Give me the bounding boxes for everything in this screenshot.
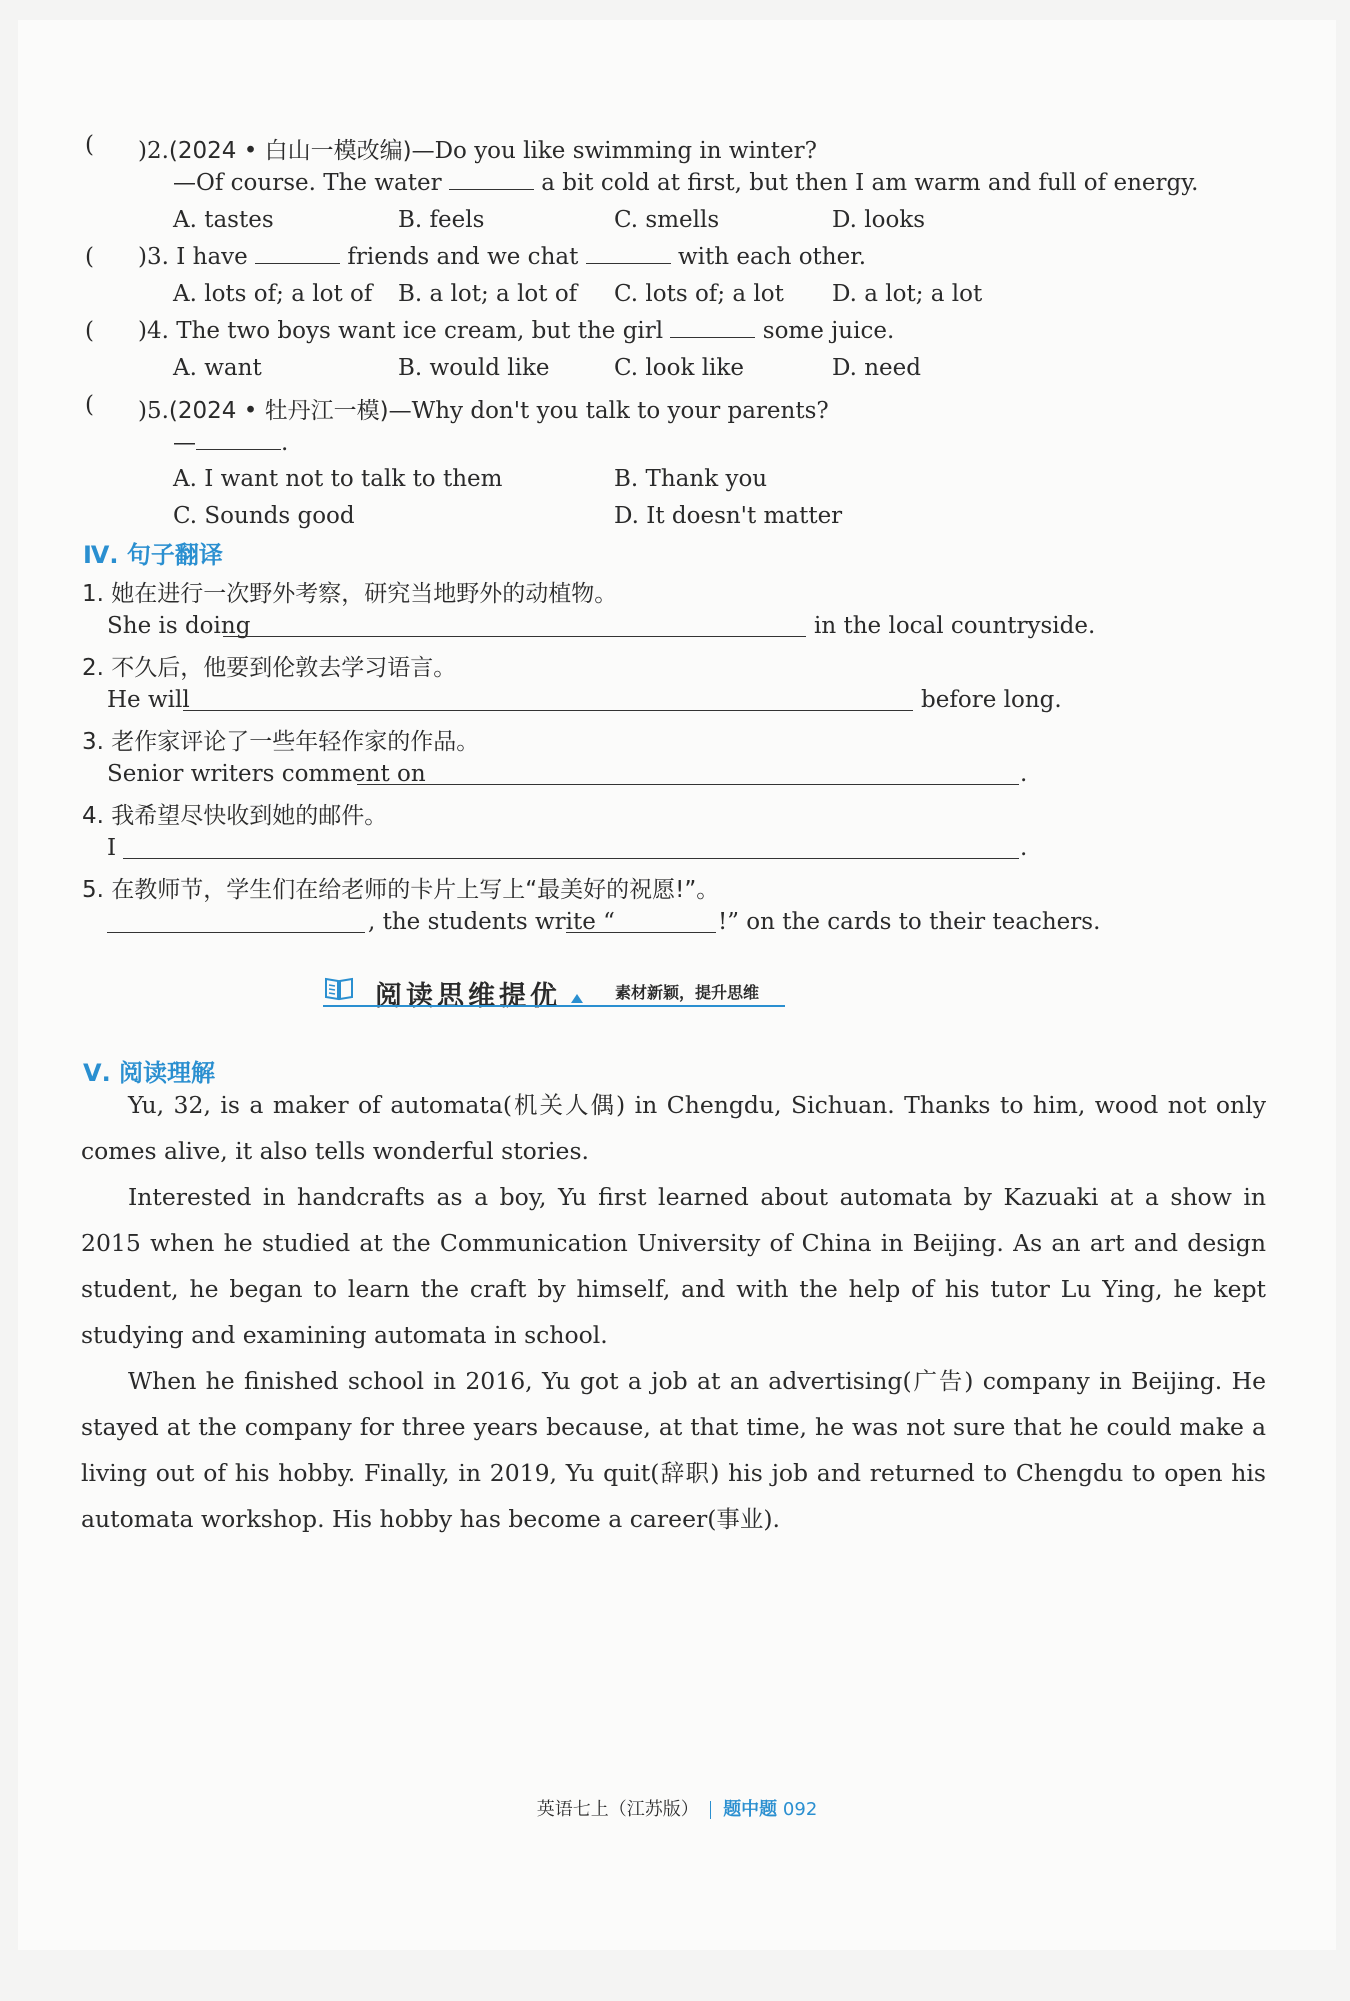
worksheet-page	[18, 20, 1336, 1950]
translation-3-suffix: .	[1020, 761, 1028, 787]
answer-paren: (	[85, 318, 94, 344]
answer-blank[interactable]	[670, 336, 755, 338]
translation-4-chinese: 4. 我希望尽快收到她的邮件。	[82, 803, 388, 829]
option-c: C. smells	[614, 207, 720, 233]
translation-2-chinese: 2. 不久后，他要到伦敦去学习语言。	[82, 655, 457, 681]
answer-blank[interactable]	[255, 262, 340, 264]
answer-paren: (	[85, 132, 94, 158]
prompt-text: The two boys want ice cream, but the girl	[176, 318, 664, 344]
brand-name: 题中题	[723, 1799, 778, 1820]
translation-5-middle: , the students write “	[368, 909, 615, 935]
period-text: .	[281, 430, 289, 456]
dash-text: —	[173, 430, 196, 456]
translation-3-prefix: Senior writers comment on	[107, 761, 426, 787]
book-title: 英语七上（江苏版）	[536, 1799, 699, 1820]
translation-5-suffix: !” on the cards to their teachers.	[718, 909, 1101, 935]
banner-subtitle: 素材新颖，提升思维	[615, 983, 760, 1002]
option-d: D. looks	[832, 207, 926, 233]
translation-4-prefix: I	[107, 835, 117, 861]
question-source-tag: (2024 • 牡丹江一模)	[168, 398, 389, 424]
answer-line[interactable]	[357, 784, 1019, 785]
translation-1-prefix: She is doing	[107, 613, 251, 639]
question-number: )2.	[138, 138, 169, 164]
translation-5-chinese: 5. 在教师节，学生们在给老师的卡片上写上“最美好的祝愿!”。	[82, 877, 720, 903]
translation-1-chinese: 1. 她在进行一次野外考察，研究当地野外的动植物。	[82, 581, 618, 607]
passage-paragraph: Interested in handcrafts as a boy, Yu first learned about automata by Kazuaki at a show in 2015 when he studied at the Communication University of China in Beijing. As an art and design student, he began to learn the craft by himself, and with the help of his tutor Lu Ying, he kept studying and examining automata in school.	[81, 1183, 1266, 1349]
answer-line[interactable]	[183, 710, 913, 711]
option-a: A. I want not to talk to them	[173, 466, 503, 492]
answer-paren: (	[85, 392, 94, 418]
option-d: D. It doesn't matter	[614, 503, 843, 529]
question-3	[138, 244, 866, 270]
question-number: )4.	[138, 318, 169, 344]
prompt-text: I have	[176, 244, 248, 270]
translation-2-suffix: before long.	[921, 687, 1062, 713]
option-b: B. Thank you	[614, 466, 768, 492]
option-a: A. want	[173, 355, 262, 381]
footer-divider	[710, 1801, 711, 1819]
translation-1-suffix: in the local countryside.	[814, 613, 1096, 639]
option-b: B. would like	[398, 355, 550, 381]
question-2	[138, 132, 817, 165]
question-prompt: —Do you like swimming in winter?	[411, 138, 817, 164]
prompt-text: —Of course. The water	[173, 170, 442, 196]
prompt-text: some juice.	[762, 318, 895, 344]
option-c: C. look like	[614, 355, 744, 381]
triangle-marker-icon	[571, 994, 583, 1003]
passage-paragraph: Yu, 32, is a maker of automata(机关人偶) in Chengdu, Sichuan. Thanks to him, wood not only comes alive, it also tells wonderful stories.	[81, 1091, 1266, 1165]
translation-2-prefix: He will	[107, 687, 190, 713]
question-prompt: —Why don't you talk to your parents?	[388, 398, 829, 424]
answer-line[interactable]	[223, 636, 806, 637]
question-4	[138, 318, 894, 344]
answer-blank[interactable]	[586, 262, 671, 264]
question-source-tag: (2024 • 白山一模改编)	[168, 138, 412, 164]
question-number: )3.	[138, 244, 169, 270]
page-number: 092	[782, 1799, 818, 1820]
prompt-text: a bit cold at first, but then I am warm and full of energy.	[541, 170, 1199, 196]
option-d: D. need	[832, 355, 922, 381]
reading-passage	[81, 1082, 1266, 1542]
option-b: B. feels	[398, 207, 485, 233]
answer-blank[interactable]	[449, 188, 534, 190]
question-2-line2	[173, 170, 1198, 196]
translation-3-chinese: 3. 老作家评论了一些年轻作家的作品。	[82, 729, 480, 755]
banner-underline	[323, 1005, 785, 1007]
book-icon	[323, 974, 355, 1008]
option-a: A. tastes	[173, 207, 274, 233]
prompt-text: with each other.	[677, 244, 867, 270]
question-number: )5.	[138, 398, 169, 424]
section-4-title: Ⅳ. 句子翻译	[83, 541, 223, 569]
option-d: D. a lot; a lot	[832, 281, 983, 307]
answer-paren: (	[85, 244, 94, 270]
translation-4-suffix: .	[1020, 835, 1028, 861]
prompt-text: friends and we chat	[347, 244, 579, 270]
option-c: C. Sounds good	[173, 503, 355, 529]
passage-paragraph: When he finished school in 2016, Yu got a job at an advertising(广告) company in Beijing. He stayed at the company for three years because, at that time, he was not sure that he could make a living out of his hobby. Finally, in 2019, Yu quit(辞职) his job and returned to Chengdu to open his automata workshop. His hobby has become a career(事业).	[81, 1367, 1266, 1533]
answer-line[interactable]	[123, 858, 1019, 859]
answer-line[interactable]	[107, 932, 365, 933]
reading-banner	[323, 972, 785, 1012]
answer-line[interactable]	[566, 932, 716, 933]
option-b: B. a lot; a lot of	[398, 281, 578, 307]
banner-title: 阅读思维提优	[375, 981, 561, 1012]
question-5-answer-line	[173, 430, 288, 456]
question-5	[138, 392, 829, 425]
page-footer	[18, 1795, 1336, 1821]
answer-blank[interactable]	[196, 448, 281, 450]
option-a: A. lots of; a lot of	[173, 281, 373, 307]
option-c: C. lots of; a lot	[614, 281, 784, 307]
section-5-title: Ⅴ. 阅读理解	[83, 1059, 216, 1087]
